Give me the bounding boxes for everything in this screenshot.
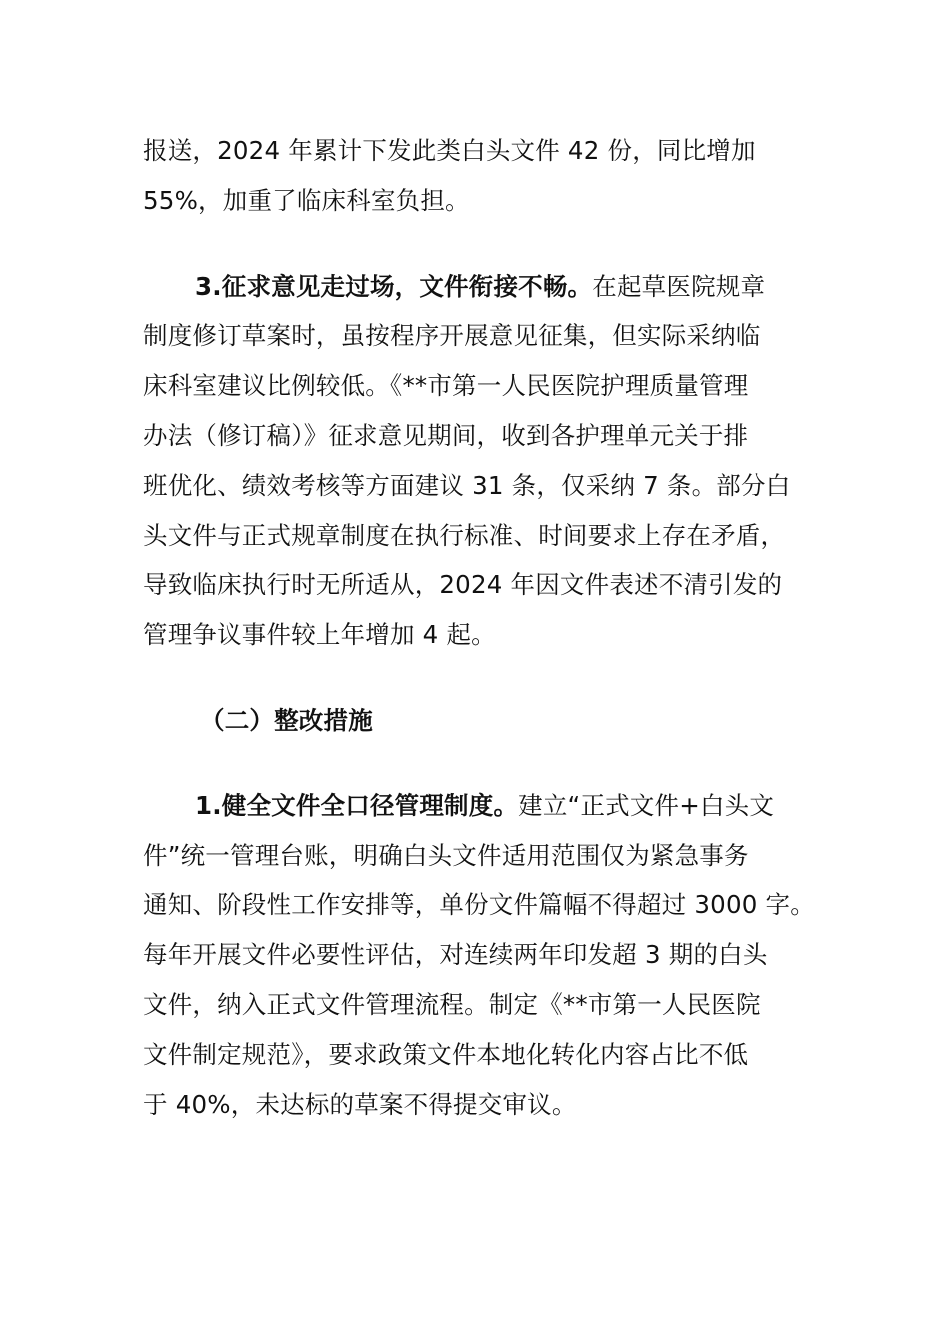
paragraph-line: 办法（修订稿）》征求意见期间，收到各护理单元关于排 [143, 421, 749, 450]
paragraph-line: 床科室建议比例较低。《**市第一人民医院护理质量管理 [143, 371, 749, 400]
paragraph-line: 每年开展文件必要性评估，对连续两年印发超 3 期的白头 [143, 940, 768, 969]
paragraph-first-line [195, 789, 774, 823]
paragraph-line: 文件制定规范》，要求政策文件本地化转化内容占比不低 [143, 1040, 749, 1069]
paragraph-line: 头文件与正式规章制度在执行标准、时间要求上存在矛盾， [143, 521, 786, 550]
paragraph-first-line [195, 270, 765, 304]
paragraph-line: 件”统一管理台账，明确白头文件适用范围仅为紧急事务 [143, 841, 749, 870]
paragraph-line: 于 40%，未达标的草案不得提交审议。 [143, 1090, 577, 1119]
paragraph-text: 在起草医院规章 [592, 272, 766, 301]
paragraph-bold-lead: 1.健全文件全口径管理制度。 [195, 791, 519, 820]
paragraph-line: 导致临床执行时无所适从，2024 年因文件表述不清引发的 [143, 570, 783, 599]
paragraph-bold-lead: 3.征求意见走过场，文件衔接不畅。 [195, 272, 593, 301]
paragraph-line: 管理争议事件较上年增加 4 起。 [143, 620, 496, 649]
paragraph-line: 报送，2024 年累计下发此类白头文件 42 份，同比增加 [143, 136, 756, 165]
paragraph-line: 班优化、绩效考核等方面建议 31 条，仅采纳 7 条。部分白 [143, 471, 791, 500]
paragraph-line: 通知、阶段性工作安排等，单份文件篇幅不得超过 3000 字。 [143, 890, 815, 919]
section-heading: （二）整改措施 [200, 706, 373, 735]
paragraph-line: 文件，纳入正式文件管理流程。制定《**市第一人民医院 [143, 990, 761, 1019]
paragraph-text: 建立“正式文件+白头文 [518, 791, 775, 820]
paragraph-line: 55%，加重了临床科室负担。 [143, 186, 470, 215]
paragraph-line: 制度修订草案时，虽按程序开展意见征集，但实际采纳临 [143, 321, 761, 350]
